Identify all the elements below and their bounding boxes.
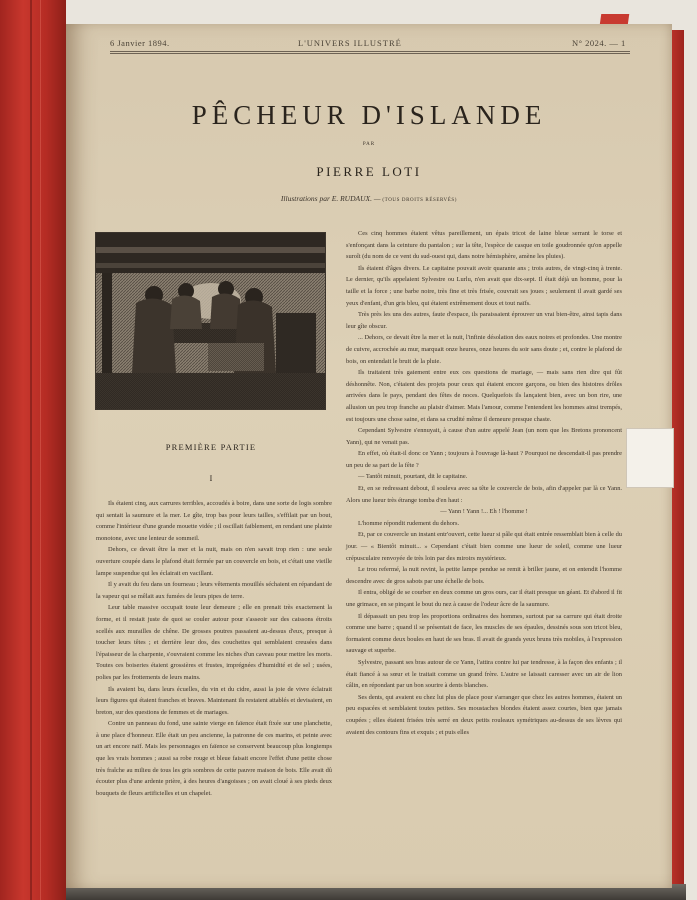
paragraph: Contre un panneau du fond, une sainte vierge en faïence était fixée sur une planchette, à une place d'honneur. Elle était un peu ancienne, la patronne de ces marins, et peinte avec un art encore naïf. Mais les personnages en faïence se conservent beaucoup plus longtemps que les vrais hommes ; aussi sa robe rouge et bleue faisait encore l'effet d'une petite chose très fraîche au milieu de tous les gris sombres de cette pauvre maison de bois. Elle avait dû écouter plus d'une ardente prière, à des heures d'angoisses ; on avait cloué à ses pieds deux bouquets de fleurs artificielles et un chapelet. xyxy=(96,720,332,797)
page-title: PÊCHEUR D'ISLANDE xyxy=(191,100,547,130)
paragraph: Ses dents, qui avaient eu chez lui plus de place pour s'arranger que chez les autres hommes, étaient un peu espacées et semblaient toutes petites. Ses moustaches blondes étaient assez courtes, bien que jamais coupées ; elles étaient frisées très serré en deux petits rouleaux symétriques au-dessus de ses lèvres qui avaient des contours fins et exquis ; et puis elles xyxy=(346,693,622,736)
paragraph: Il entra, obligé de se courber en deux comme un gros ours, car il était presque un géant. Et d'abord il fit une grimace, en se pinçant le bout du nez à cause de l'odeur âcre de la saumure. xyxy=(346,589,622,608)
paragraph: ... Dehors, ce devait être la mer et la nuit, l'infinie désolation des eaux noires et profondes. Une montre de cuivre, accrochée au mur, marquait onze heures, onze heures du soir sans doute ; et, contre le plafond de bois, on entendait le bruit de la pluie. xyxy=(346,334,622,365)
paragraph: Et, par ce couvercle un instant entr'ouvert, cette lueur si pâle qui était entrée ressemblait bien à celle du jour. — « Bientôt minuit... » Cependant c'était bien comme une lueur de soleil, comme une lueur crépusculaire renvoyée de très loin par des miroirs mystérieux. xyxy=(346,531,622,562)
paper-bookmark-tab xyxy=(626,428,674,488)
paragraph: Ils traitaient très gaiement entre eux ces questions de mariage, — mais sans rien dire qui fût déshonnête. Non, c'étaient des projets pour ceux qui étaient encore garçons, ou bien des histoires drôles arrivées dans le pays, pendant des fêtes de noces. Quelquefois ils lançaient bien, avec un bon rire, une allusion un peu trop franche au plaisir d'aimer. Mais l'amour, comme l'entendent les hommes ainsi trempés, est toujours une chose saine, et dans sa crudité même il demeure presque chaste. xyxy=(346,369,622,423)
paragraph: — Tantôt minuit, pourtant, dit le capitaine. xyxy=(358,473,468,481)
paragraph: En effet, où était-il donc ce Yann ; toujours à l'ouvrage là-haut ? Pourquoi ne descendait-il pas prendre un peu de sa part de la fête ? xyxy=(346,450,622,469)
rights-notice: (TOUS DROITS RÉSERVÉS) xyxy=(382,198,458,203)
chapter-number: I xyxy=(209,474,213,483)
par-label: PAR xyxy=(362,142,376,147)
paragraph: Ils étaient d'âges divers. Le capitaine pouvait avoir quarante ans ; trois autres, de vingt-cinq à trente. Le dernier, qu'ils appelaient Sylvestre ou Lurlu, n'en avait que dix-sept. Il était déjà un homme, pour la taille et la force ; une barbe noire, très fine et très frisée, couvrait ses joues ; seulement il avait gardé ses yeux d'enfant, d'un gris bleu, qui étaient extrêmement doux et tout naïfs. xyxy=(346,264,622,307)
engraving-illustration xyxy=(95,232,326,410)
newspaper-page xyxy=(66,24,672,888)
paragraph: Sylvestre, passant ses bras autour de ce Yann, l'attira contre lui par tendresse, à la façon des enfants ; il était fiancé à sa sœur et le traitait comme un grand frère. L'autre se laissait caresser avec un air de lion câlin, en répondant par un bon sourire à dents blanches. xyxy=(346,658,622,690)
text-column-left xyxy=(96,498,332,799)
header-issue: N° 2024. — 1 xyxy=(572,38,626,48)
author-name: PIERRE LOTI xyxy=(316,164,422,179)
illustrator-text: Illustrations par E. RUDAUX. — xyxy=(280,194,381,203)
illustrator-credit xyxy=(66,194,672,203)
paragraph: Il y avait du feu dans un fourneau ; leurs vêtements mouillés séchaient en répandant de la vapeur qui se mêlait aux fumées de leurs pipes de terre. xyxy=(96,581,332,600)
paragraph: Ces cinq hommes étaient vêtus pareillement, un épais tricot de laine bleue serrant le torse et s'enfonçant dans la ceinture du pantalon ; sur la tête, l'espèce de casque en toile goudronnée qu'on appelle suroît (du nom de ce vent du sud-ouest qui, dans notre hémisphère, amène les pluies). xyxy=(346,230,622,261)
paragraph: Il dépassait un peu trop les proportions ordinaires des hommes, surtout par sa carrure qui était droite comme une barre ; quand il se présentait de face, les muscles de ses épaules, dessinés sous son tricot bleu, formaient comme deux boules en haut de ses bras. Il avait de grands yeux bruns très mobiles, à l'expression sauvage et superbe. xyxy=(346,612,622,655)
red-book-binding xyxy=(0,0,66,900)
paragraph: Cependant Sylvestre s'ennuyait, à cause d'un autre appelé Jean (un nom que les Bretons prononcent Yann), qui ne venait pas. xyxy=(346,427,622,446)
header-date: 6 Janvier 1894. xyxy=(110,38,170,48)
text-column-right xyxy=(346,228,622,738)
paragraph: Ils avaient bu, dans leurs écuelles, du vin et du cidre, aussi la joie de vivre éclairait leurs figures qui étaient franches et braves. Maintenant ils restaient attablés et devisaient, en breton, sur des questions de femmes et de mariages. xyxy=(96,685,332,716)
paragraph: L'homme répondit rudement du dehors. xyxy=(358,519,460,527)
paragraph: Leur table massive occupait toute leur demeure ; elle en prenait très exactement la forme, et il restait juste de quoi se couler autour pour s'asseoir sur des caissons étroits scellés aux murailles de chêne. De grosses poutres passaient au-dessus d'eux, presque à toucher leurs têtes ; et derrière leur dos, des couchettes qui semblaient creusées dans l'épaisseur de la charpente, s'ouvraient comme les niches d'un caveau pour mettre les morts. Toutes ces boiseries étaient grossières et frustes, imprégnées d'humidité et de sel ; usées, polies par les frottements de leurs mains. xyxy=(96,604,332,681)
section-heading: PREMIÈRE PARTIE xyxy=(165,442,257,452)
paragraph: Dehors, ce devait être la mer et la nuit, mais on n'en savait trop rien : une seule ouverture coupée dans le plafond était fermée par un couvercle en bois, et c'était une vieille lampe suspendue qui les éclairait en vacillant. xyxy=(96,546,332,577)
paragraph: Le trou refermé, la nuit revint, la petite lampe pendue se remit à briller jaune, et on entendit l'homme descendre avec de gros sabots par une échelle de bois. xyxy=(346,566,622,585)
header-rule xyxy=(110,51,630,52)
header-journal: L'UNIVERS ILLUSTRÉ xyxy=(298,38,402,48)
paragraph: Ils étaient cinq, aux carrures terribles, accoudés à boire, dans une sorte de logis sombre qui sentait la saumure et la mer. Le gîte, trop bas pour leurs tailles, s'effilait par un bout, comme l'intérieur d'une grande mouette vidée ; il oscillait faiblement, en rendant une plainte monotone, avec une lenteur de sommeil. xyxy=(96,500,332,542)
paragraph: Très près les uns des autres, faute d'espace, ils paraissaient éprouver un vrai bien-être, ainsi tapis dans leur gîte obscur. xyxy=(346,311,622,330)
paragraph: — Yann ! Yann !... Eh ! l'homme ! xyxy=(440,508,528,516)
paragraph: Et, en se redressant debout, il souleva avec sa tête le couvercle de bois, afin d'appeler par là ce Yann. Alors une lueur très étrange tomba d'en haut : xyxy=(346,485,622,504)
